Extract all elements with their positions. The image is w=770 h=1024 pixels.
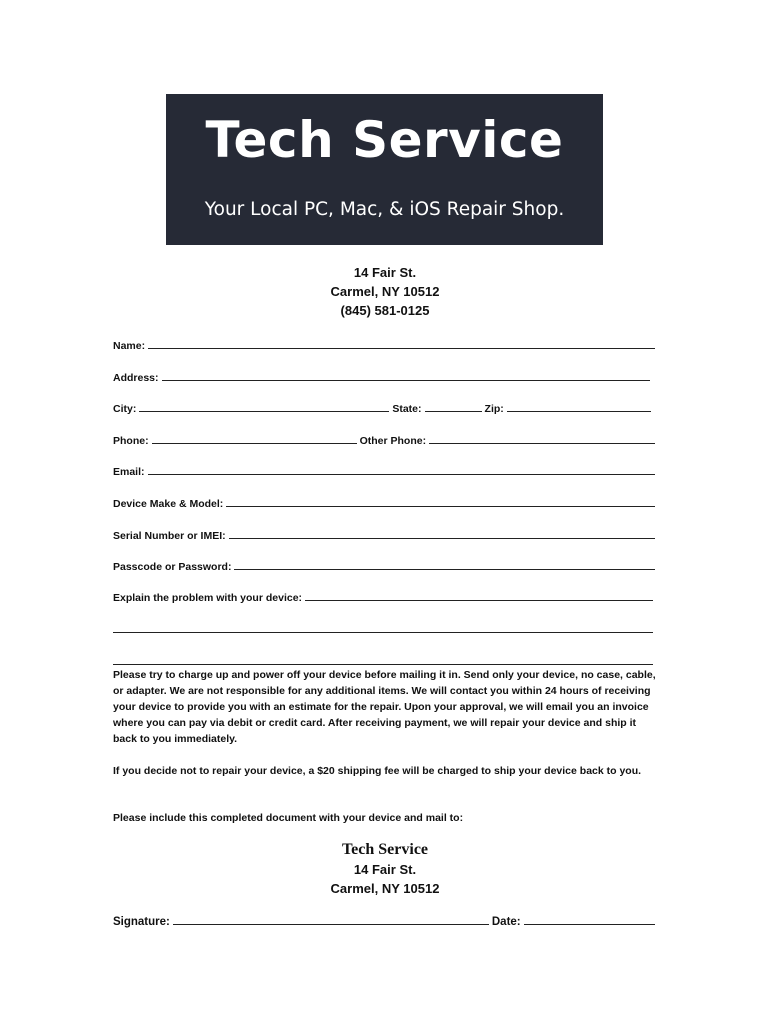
state-input-line[interactable] bbox=[425, 411, 482, 412]
problem-field bbox=[113, 588, 653, 604]
problem-extra-line-2[interactable] bbox=[113, 664, 653, 665]
serial-field bbox=[113, 526, 655, 542]
device-label: Device Make & Model: bbox=[113, 498, 224, 510]
other-phone-input-line[interactable] bbox=[429, 443, 655, 444]
address-city: Carmel, NY 10512 bbox=[330, 284, 440, 299]
name-input-line[interactable] bbox=[148, 348, 655, 349]
zip-input-line[interactable] bbox=[507, 411, 651, 412]
passcode-label: Passcode or Password: bbox=[113, 561, 232, 573]
shop-address bbox=[0, 263, 770, 320]
name-field bbox=[113, 336, 655, 352]
phone-field bbox=[113, 431, 655, 447]
address-field bbox=[113, 368, 650, 384]
shipping-fee-paragraph: If you decide not to repair your device, a $20 shipping fee will be charged to ship your device back to you. bbox=[113, 765, 642, 777]
name-label: Name: bbox=[113, 340, 146, 352]
mailing-city: Carmel, NY 10512 bbox=[330, 881, 440, 896]
signature-input-line[interactable] bbox=[173, 924, 489, 925]
address-label: Address: bbox=[113, 372, 159, 384]
problem-label: Explain the problem with your device: bbox=[113, 592, 303, 604]
banner-title: Tech Service bbox=[205, 111, 564, 169]
signature-field bbox=[113, 912, 655, 928]
mail-instructions: Please include this completed document with your device and mail to: bbox=[113, 812, 464, 824]
other-phone-label: Other Phone: bbox=[359, 435, 427, 447]
passcode-field bbox=[113, 557, 655, 573]
logo-banner bbox=[166, 94, 603, 245]
instructions-paragraph: Please try to charge up and power off your device before mailing it in. Send only your device, no case, cable, or adapter. We are not responsible for any additional items. We will contact you within 24 hours of receiving your device to provide you with an estimate for the repair. Upon your approval, we will email you an invoice where you can pay via debit or credit card. After receiving payment, we will repair your device and ship it back to you immediately. bbox=[113, 669, 656, 745]
mailing-address bbox=[0, 860, 770, 898]
phone-input-line[interactable] bbox=[152, 443, 357, 444]
banner-tagline: Your Local PC, Mac, & iOS Repair Shop. bbox=[204, 199, 565, 220]
signature-label: Signature: bbox=[113, 916, 170, 928]
phone-label: Phone: bbox=[113, 435, 149, 447]
address-phone: (845) 581-0125 bbox=[340, 303, 430, 318]
email-input-line[interactable] bbox=[148, 474, 655, 475]
device-input-line[interactable] bbox=[226, 506, 655, 507]
city-label: City: bbox=[113, 403, 137, 415]
serial-label: Serial Number or IMEI: bbox=[113, 530, 226, 542]
device-field bbox=[113, 494, 655, 510]
passcode-input-line[interactable] bbox=[234, 569, 655, 570]
serial-input-line[interactable] bbox=[229, 538, 655, 539]
address-input-line[interactable] bbox=[162, 380, 650, 381]
problem-input-line[interactable] bbox=[305, 600, 653, 601]
email-label: Email: bbox=[113, 466, 145, 478]
mailing-street: 14 Fair St. bbox=[353, 862, 417, 877]
state-label: State: bbox=[392, 403, 422, 415]
zip-label: Zip: bbox=[484, 403, 504, 415]
address-street: 14 Fair St. bbox=[353, 265, 417, 280]
city-input-line[interactable] bbox=[139, 411, 389, 412]
city-state-zip-field bbox=[113, 399, 651, 415]
mailing-name: Tech Service bbox=[341, 841, 429, 858]
problem-extra-line-1[interactable] bbox=[113, 632, 653, 633]
email-field bbox=[113, 462, 655, 478]
date-label: Date: bbox=[491, 916, 521, 928]
date-input-line[interactable] bbox=[524, 924, 655, 925]
